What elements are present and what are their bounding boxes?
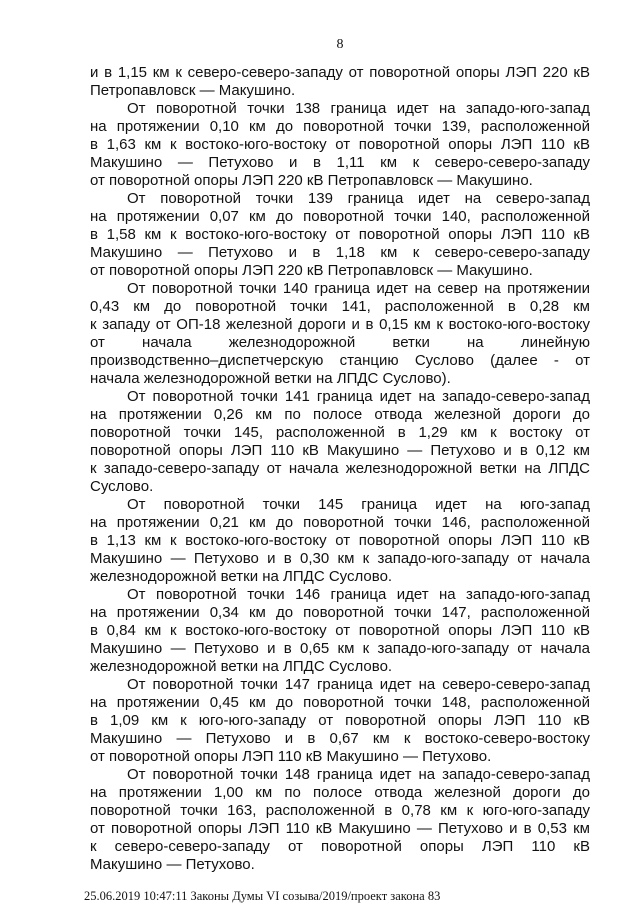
text-line: в 1,58 км к востоко-юго-востоку от поворотной опоры ЛЭП 110 кВ [90, 226, 590, 243]
text-line: Петропавловск — Макушино. [90, 82, 296, 99]
text-line: в 1,09 км к юго-юго-западу от поворотной опоры ЛЭП 110 кВ [90, 712, 590, 729]
text-line: к северо-северо-западу от поворотной опоры ЛЭП 110 кВ [90, 838, 590, 855]
text-line: железнодорожной ветки на ЛПДС Суслово. [90, 658, 393, 675]
text-line: от поворотной опоры ЛЭП 110 кВ Макушино — Петухово. [90, 748, 492, 765]
text-line: к западу от ОП-18 железной дороги и в 0,15 км к востоко-юго-востоку [90, 316, 590, 333]
page-number: 8 [336, 37, 344, 52]
text-line: к западо-северо-западу от начала железнодорожной ветки на ЛПДС [90, 460, 590, 477]
paragraph [90, 766, 590, 874]
text-line: от поворотной опоры ЛЭП 220 кВ Петропавловск — Макушино. [90, 262, 533, 279]
text-line: От поворотной точки 145 граница идет на юго-запад [127, 496, 590, 513]
text-line: железнодорожной ветки на ЛПДС Суслово. [90, 568, 393, 585]
text-line: Макушино — Петухово. [90, 856, 255, 873]
text-line: Макушино — Петухово и в 0,65 км к западо-юго-западу от начала [90, 640, 590, 657]
text-line: От поворотной точки 141 граница идет на западо-северо-запад [127, 388, 590, 405]
text-line: От поворотной точки 146 граница идет на западо-юго-запад [127, 586, 590, 603]
text-line: начала железнодорожной ветки на ЛПДС Суслово). [90, 370, 451, 387]
text-line: поворотной опоры ЛЭП 110 кВ Макушино — Петухово и в 0,12 км [90, 442, 590, 459]
text-line: на протяжении 0,34 км до поворотной точки 147, расположенной [90, 604, 590, 621]
text-line: 0,43 км до поворотной точки 141, расположенной в 0,28 км [90, 298, 590, 315]
paragraph [90, 676, 590, 766]
text-line: Макушино — Петухово и в 0,30 км к западо-юго-западу от начала [90, 550, 590, 567]
paragraph [90, 496, 590, 586]
text-line: от поворотной опоры ЛЭП 220 кВ Петропавловск — Макушино. [90, 172, 533, 189]
paragraph [90, 586, 590, 676]
text-line: на протяжении 0,26 км по полосе отвода железной дороги до [90, 406, 590, 423]
text-line: Макушино — Петухово и в 1,11 км к северо-северо-западу [90, 154, 590, 171]
paragraph [90, 64, 590, 100]
paragraph [90, 100, 590, 190]
text-line: на протяжении 0,10 км до поворотной точки 139, расположенной [90, 118, 590, 135]
footer-stamp: 25.06.2019 10:47:11 Законы Думы VI созыва/2019/проект закона 83 [84, 889, 441, 903]
text-line: От поворотной точки 138 граница идет на западо-юго-запад [127, 100, 590, 117]
text-line: поворотной точки 163, расположенной в 0,78 км к юго-юго-западу [90, 802, 590, 819]
text-line: поворотной точки 145, расположенной в 1,29 км к востоку от [90, 424, 590, 441]
text-line: на протяжении 0,45 км до поворотной точки 148, расположенной [90, 694, 590, 711]
paragraph [90, 280, 590, 388]
paragraph [90, 388, 590, 496]
text-line: От поворотной точки 139 граница идет на северо-запад [127, 190, 590, 207]
text-line: в 1,63 км к востоко-юго-востоку от поворотной опоры ЛЭП 110 кВ [90, 136, 590, 153]
text-line: на протяжении 0,21 км до поворотной точки 146, расположенной [90, 514, 590, 531]
text-line: от начала железнодорожной ветки на линейную [90, 334, 590, 351]
text-line: От поворотной точки 148 граница идет на западо-северо-запад [127, 766, 590, 783]
text-line: в 1,13 км к востоко-юго-востоку от поворотной опоры ЛЭП 110 кВ [90, 532, 590, 549]
document-body [90, 64, 590, 874]
text-line: Макушино — Петухово и в 1,18 км к северо-северо-западу [90, 244, 590, 261]
text-line: в 0,84 км к востоко-юго-востоку от поворотной опоры ЛЭП 110 кВ [90, 622, 590, 639]
text-line: и в 1,15 км к северо-северо-западу от поворотной опоры ЛЭП 220 кВ [90, 64, 590, 81]
text-line: на протяжении 0,07 км до поворотной точки 140, расположенной [90, 208, 590, 225]
text-line: от поворотной опоры ЛЭП 110 кВ Макушино — Петухово и в 0,53 км [90, 820, 590, 837]
text-line: Суслово. [90, 478, 154, 495]
paragraph [90, 190, 590, 280]
text-line: на протяжении 1,00 км по полосе отвода железной дороги до [90, 784, 590, 801]
text-line: От поворотной точки 147 граница идет на северо-северо-запад [127, 676, 590, 693]
text-line: Макушино — Петухово и в 0,67 км к востоко-северо-востоку [90, 730, 590, 747]
text-line: производственно–диспетчерскую станцию Суслово (далее - от [90, 352, 590, 369]
text-line: От поворотной точки 140 граница идет на север на протяжении [127, 280, 590, 297]
